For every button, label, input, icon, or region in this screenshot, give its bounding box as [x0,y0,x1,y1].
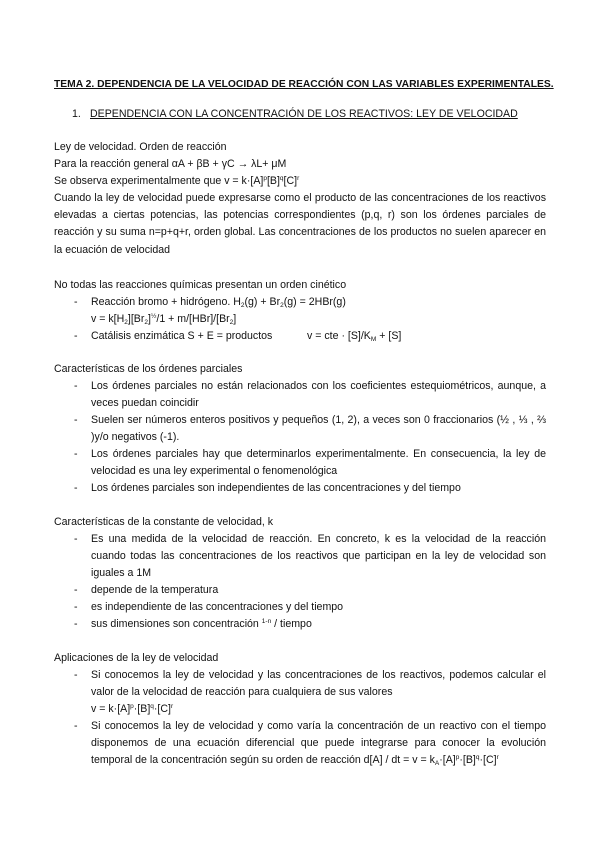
parciales-item: Los órdenes parciales son independientes de las concentraciones y del tiempo [91,482,461,494]
constante-heading: Características de la constante de velocidad, k [54,516,274,528]
aplicaciones-item: Si conocemos la ley de velocidad y como varía la concentración de un reactivo con el tiempo disponemos de una ecuación diferencial que puede integrarse para conocer la evolución temporal de la concentración según su orden de reacción d[A] / dt = $v = k_A\cdot[A]^p\cdot[B]^q\cdot[C]^r$ [91,720,546,768]
rate-law-prefix: Se observa experimentalmente que v = k·[A] [54,175,264,187]
ley-heading: Ley de velocidad. Orden de reacción [54,141,227,153]
bullet-dash: - [74,296,78,308]
bullet-dash: - [74,601,78,613]
constante-dimensions: sus dimensiones son concentración $^{1-n}$ / tiempo [91,618,312,630]
bromo-line: Reacción bromo + hidrógeno. $H_2(g) + Br_2(g) = 2HBr(g)$ [91,296,346,309]
rate-law-line: Se observa experimentalmente que $v = k\cdot[A]^p[B]^q[C]^r$ [54,175,300,187]
constante-item: es independiente de las concentraciones y del tiempo [91,601,344,613]
bullet-dash: - [74,482,78,494]
bullet-dash: - [74,669,78,681]
catalisis-line: Catálisis enzimática S + E = productos [91,330,273,342]
page-title: TEMA 2. DEPENDENCIA DE LA VELOCIDAD DE REACCIÓN CON LAS VARIABLES EXPERIMENTALES. [54,79,554,90]
constante-item: Es una medida de la velocidad de reacción. En concreto, k es la velocidad de la reacción cuando todas las concentraciones de los reactivos que participan en la ley de velocidad son iguales a 1M [91,533,546,580]
dimensions-suffix: / tiempo [271,618,312,630]
bromo-label: Reacción bromo + hidrógeno. [91,296,231,308]
constante-item: depende de la temperatura [91,584,219,596]
parciales-item: Los órdenes parciales hay que determinarlos experimentalmente. En consecuencia, la ley de velocidad es una ley experimental o fenomenológica [91,448,546,478]
section-heading: DEPENDENCIA CON LA CONCENTRACIÓN DE LOS REACTIVOS: LEY DE VELOCIDAD [90,108,518,120]
catalisis-rate-suffix: + [S] [376,330,402,342]
aplicaciones-formula: $v = k\cdot[A]^p\cdot[B]^q\cdot[C]^r$ [91,703,174,715]
aplicaciones-item2-text: Si conocemos la ley de velocidad y como varía la concentración de un reactivo con el tiempo disponemos de una ecuación diferencial que puede integrarse para conocer la evolución temporal de la concentración según su orden de reacción d[A] / dt = v = k [91,720,546,767]
no-orden-heading: No todas las reacciones químicas presentan un orden cinético [54,279,347,291]
parciales-item: Los órdenes parciales no están relacionados con los coeficientes estequiométricos, aunque, a veces puedan coincidir [91,380,546,410]
aplicaciones-item: Si conocemos la ley de velocidad y las concentraciones de los reactivos, podemos calcular el valor de la velocidad de reacción para cualquiera de sus valores [91,669,546,699]
parciales-item: Suelen ser números enteros positivos y pequeños (1, 2), a veces son 0 fraccionarios (½ , ⅓ , ⅔ )y/o negativos (-1). [91,414,546,444]
catalisis-rate-prefix: v = cte · [S]/K [307,330,371,342]
bullet-dash: - [74,584,78,596]
parciales-heading: Características de los órdenes parciales [54,363,243,375]
catalisis-rate: v = cte · $[S]/K_M + [S]$ [307,330,402,343]
bullet-dash: - [74,533,78,545]
reaction-line: Para la reacción general αA + βB + γC → λL+ μM [54,158,287,170]
bullet-dash: - [74,448,78,460]
bullet-dash: - [74,618,78,630]
section-number: 1. [72,108,81,120]
bromo-rate: $v = k[H_2][Br_2]^{\frac{1}{2}}/1 + m/[HBr]/[Br_2]$ [91,313,237,326]
aplicaciones-heading: Aplicaciones de la ley de velocidad [54,652,219,664]
bullet-dash: - [74,720,78,732]
dimensions-prefix: sus dimensiones son concentración [91,618,259,630]
bullet-dash: - [74,414,78,426]
bullet-dash: - [74,380,78,392]
bullet-dash: - [74,330,78,342]
ley-paragraph: Cuando la ley de velocidad puede expresarse como el producto de las concentraciones de los reactivos elevadas a ciertas potencias, las potencias correspondientes (p,q, r) son los órdenes parciales de reacción y su suma n=p+q+r, orden global. Las concentraciones de los productos no suelen aparecer en la ecuación de velocidad [54,192,546,256]
